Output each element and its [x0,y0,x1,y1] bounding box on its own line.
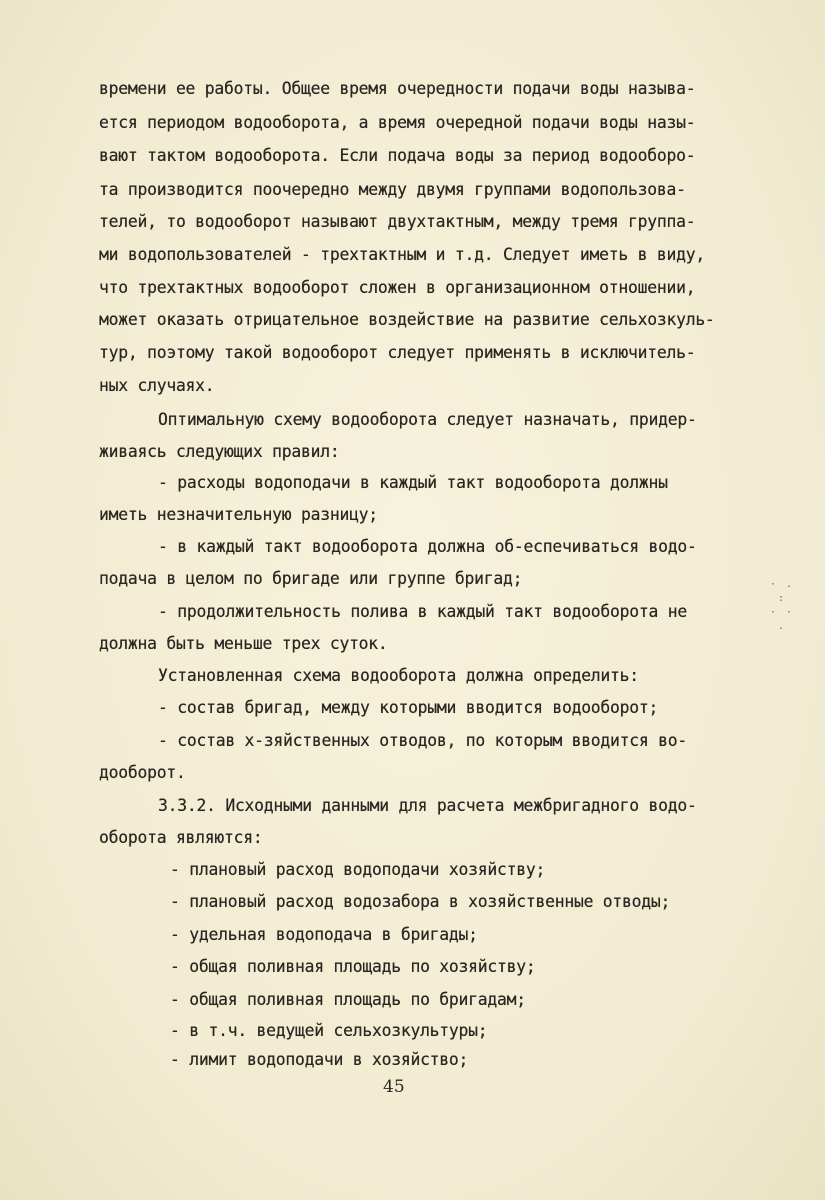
text-line: ных случаях. [99,376,215,395]
text-line: подача в целом по бригаде или группе бригад; [99,569,523,588]
text-line: - в каждый такт водооборота должна об-еспечиваться водо- [158,537,697,556]
text-line: времени ее работы. Общее время очередности подачи воды называ- [99,79,696,98]
text-line: - в т.ч. ведущей сельхозкультуры; [170,1021,488,1040]
text-line: - удельная водоподача в бригады; [170,925,478,944]
text-line: телей, то водооборот называют двухтактным, между тремя группа- [99,212,696,231]
text-line: та производится поочередно между двумя группами водопользова- [99,180,686,199]
text-line: - плановый расход водоподачи хозяйству; [170,860,546,879]
text-line: дооборот. [99,763,186,782]
text-line: - состав х-зяйственных отводов, по которым вводится во- [158,731,687,750]
text-line: Установленная схема водооборота должна определить: [158,666,639,685]
text-line: - плановый расход водозабора в хозяйственные отводы; [170,892,671,911]
text-line: живаясь следующих правил: [99,442,340,461]
text-line: 3.3.2. Исходными данными для расчета межбригадного водо- [158,796,697,815]
text-line: ется периодом водооборота, а время очередной подачи воды назы- [99,113,696,132]
page-number: 45 [383,1077,405,1097]
text-line: иметь незначительную разницу; [99,505,378,524]
text-line: - расходы водоподачи в каждый такт водооборота должны [158,473,668,492]
text-line: оборота являются: [99,828,263,847]
text-line: что трехтактных водооборот сложен в организационном отношении, [99,278,696,297]
text-line: вают тактом водооборота. Если подача воды за период водооборо- [99,146,696,165]
text-line: - общая поливная площадь по хозяйству; [170,957,536,976]
text-line: Оптимальную схему водооборота следует назначать, придер- [158,410,697,429]
text-line: ми водопользователей - трехтактным и т.д. Следует иметь в виду, [99,245,705,264]
text-line: тур, поэтому такой водооборот следует применять в исключитель- [99,343,696,362]
text-line: - состав бригад, между которыми вводится водооборот; [158,698,659,717]
text-line: - общая поливная площадь по бригадам; [170,990,526,1009]
text-line: должна быть меньше трех суток. [99,634,388,653]
text-line: - продолжительность полива в каждый такт водооборота не [158,602,687,621]
scan-speckles: · . : · · . [770,579,795,632]
text-line: - лимит водоподачи в хозяйство; [170,1050,469,1069]
text-line: может оказать отрицательное воздействие на развитие сельхозкуль- [99,310,715,329]
